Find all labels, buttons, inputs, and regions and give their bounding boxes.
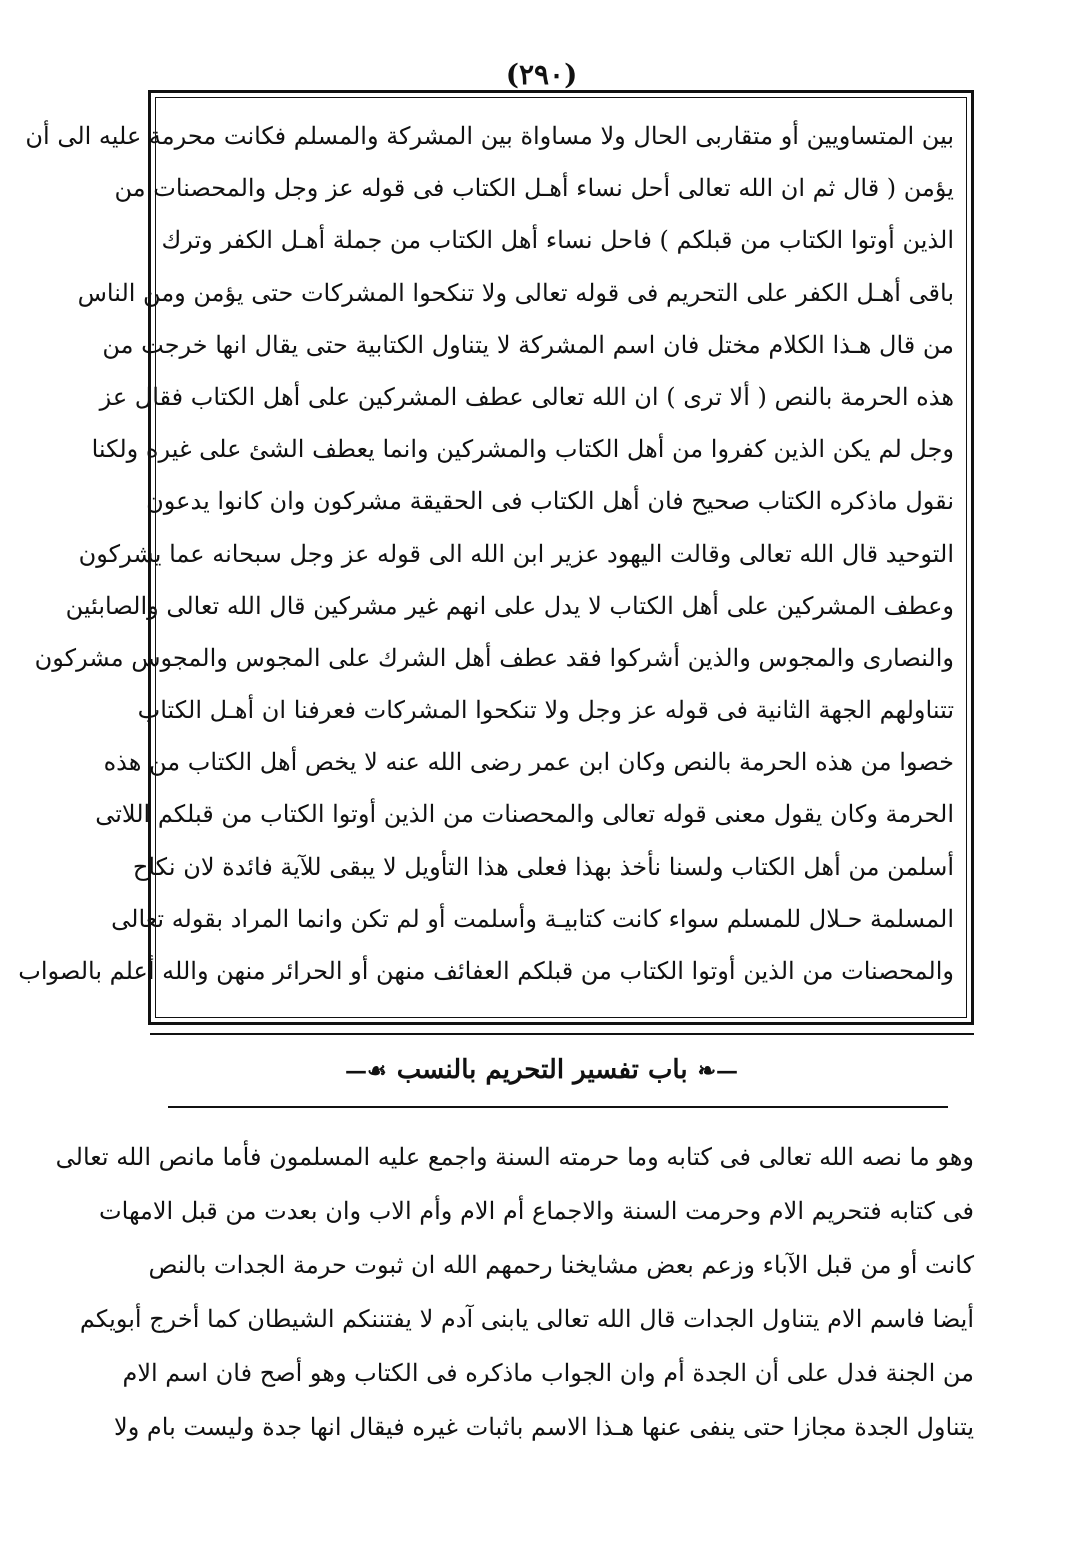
text-line: من الجنة فدل على أن الجدة أم وان الجواب ماذكره فى الكتاب وهو أصح فان اسم الام xyxy=(122,1359,974,1387)
text-line: أسلمن من أهل الكتاب ولسنا نأخذ بهذا فعلى هذا التأويل لا يبقى للآية فائدة لان نكاح xyxy=(132,852,954,881)
text-line: خصوا من هذه الحرمة بالنص وكان ابن عمر رضى الله عنه لا يخص أهل الكتاب من هذه xyxy=(103,748,954,777)
text-line: الذين أوتوا الكتاب من قبلكم ) فاحل نساء أهل الكتاب من جملة أهـل الكفر وترك xyxy=(161,226,954,255)
chapter-heading xyxy=(0,1055,1083,1085)
text-line: يؤمن ( قال ثم ان الله تعالى أحل نساء أهـل الكتاب فى قوله عز وجل والمحصنات من xyxy=(114,174,954,203)
ornament-left-icon: ☙— xyxy=(344,1058,387,1084)
text-line: والنصارى والمجوس والذين أشركوا فقد عطف أهل الشرك على المجوس والمجوس مشركون xyxy=(34,643,954,672)
text-line: الحرمة وكان يقول معنى قوله تعالى والمحصنات من الذين أوتوا الكتاب من قبلكم اللاتى xyxy=(95,800,954,829)
text-line: التوحيد قال الله تعالى وقالت اليهود عزير ابن الله الى قوله عز وجل سبحانه عما يشركون xyxy=(78,539,954,568)
text-line: وهو ما نصه الله تعالى فى كتابه وما حرمته السنة واجمع عليه المسلمون فأما مانص الله تعالى xyxy=(55,1143,974,1171)
heading-bottom-rule xyxy=(168,1106,948,1108)
text-line: هذه الحرمة بالنص ( ألا ترى ) ان الله تعالى عطف المشركين على أهل الكتاب فقال عز xyxy=(99,382,954,411)
chapter-heading-text: باب تفسير التحريم بالنسب xyxy=(396,1055,688,1085)
text-line: فى كتابه فتحريم الام وحرمت السنة والاجماع أم الام وأم الاب وان بعدت من قبل الامهات xyxy=(99,1197,974,1225)
text-line: وعطف المشركين على أهل الكتاب لا يدل على انهم غير مشركين قال الله تعالى والصابئين xyxy=(65,591,954,620)
text-line: تتناولهم الجهة الثانية فى قوله عز وجل ولا تنكحوا المشركات فعرفنا ان أهـل الكتاب xyxy=(137,696,954,725)
ornament-right-icon: —❧ xyxy=(697,1058,739,1084)
heading-top-rule xyxy=(150,1033,974,1035)
text-line: كانت أو من قبل الآباء وزعم بعض مشايخنا رحمهم الله ان ثبوت حرمة الجدات بالنص xyxy=(148,1251,974,1279)
framed-text-block xyxy=(18,110,954,997)
page-number: (٢٩٠) xyxy=(505,58,578,91)
text-line: بين المتساويين أو متقاربى الحال ولا مساواة بين المشركة والمسلم فكانت محرمة عليه الى أن xyxy=(25,122,954,150)
text-line: والمحصنات من الذين أوتوا الكتاب من قبلكم العفائف منهن أو الحرائر منهن والله أعلم بالصواب xyxy=(18,957,954,985)
section-text-block xyxy=(55,1130,974,1454)
text-line: وجل لم يكن الذين كفروا من أهل الكتاب والمشركين وانما يعطف الشئ على غيره ولكنا xyxy=(91,435,954,464)
text-line: أيضا فاسم الام يتناول الجدات قال الله تعالى يابنى آدم لا يفتننكم الشيطان كما أخرج أبويكم xyxy=(79,1305,974,1333)
text-line: من قال هـذا الكلام مختل فان اسم المشركة لا يتناول الكتابية حتى يقال انها خرجت من xyxy=(102,330,954,359)
text-line: المسلمة حـلال للمسلم سواء كانت كتابيـة وأسلمت أو لم تكن وانما المراد بقوله تعالى xyxy=(111,904,954,933)
text-line: يتناول الجدة مجازا حتى ينفى عنها هـذا الاسم باثبات غيره فيقال انها جدة وليست بام ولا xyxy=(114,1413,974,1441)
text-line: باقى أهـل الكفر على التحريم فى قوله تعالى ولا تنكحوا المشركات حتى يؤمن ومن الناس xyxy=(77,278,954,307)
text-line: نقول ماذكره الكتاب صحيح فان أهل الكتاب فى الحقيقة مشركون وان كانوا يدعون xyxy=(146,487,954,516)
